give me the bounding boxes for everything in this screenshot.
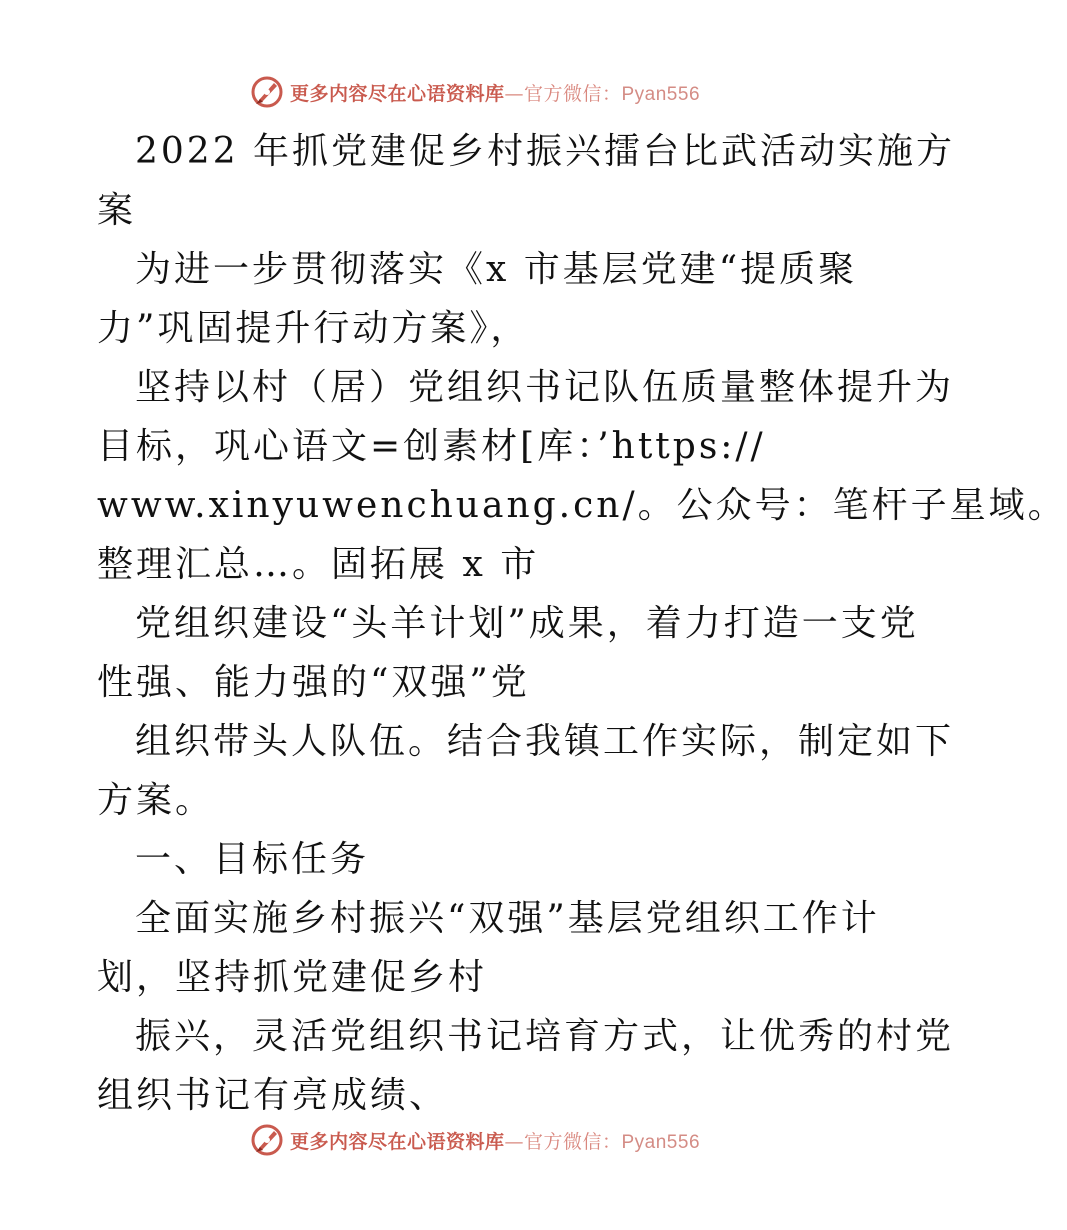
quill-pen-logo-icon [250, 75, 284, 109]
quill-pen-logo-icon [250, 1123, 284, 1157]
text-line: 为进一步贯彻落实《x 市基层党建“提质聚 [135, 249, 858, 290]
text-line: 坚持以村（居）党组织书记队伍质量整体提升为 [135, 367, 955, 408]
text-line: 组织带头人队伍。结合我镇工作实际，制定如下 [135, 721, 955, 762]
text-line: 组织书记有亮成绩、 [97, 1075, 449, 1116]
text-line: 党组织建设“头羊计划”成果，着力打造一支党 [135, 603, 919, 644]
text-line: 整理汇总…。固拓展 x 市 [97, 544, 540, 585]
text-line: 方案。 [97, 780, 215, 821]
text-line: 力”巩固提升行动方案》， [97, 308, 530, 349]
text-line: 全面实施乡村振兴“双强”基层党组织工作计 [135, 898, 880, 939]
header-watermark [0, 70, 950, 114]
watermark-text: 更多内容尽在心语资料库—官方微信：Pyan556 [289, 82, 701, 105]
text-line: 一、目标任务 [135, 839, 370, 880]
text-line: 性强、能力强的“双强”党 [97, 662, 530, 703]
text-line: 振兴，灵活党组织书记培育方式，让优秀的村党 [135, 1016, 955, 1057]
text-line: 案 [97, 190, 137, 231]
text-line: 2022 年抓党建促乡村振兴擂台比武活动实施方 [135, 131, 956, 172]
text-line: 目标，巩心语文=创素材[库：’https:// [97, 426, 766, 467]
text-line: 划，坚持抓党建促乡村 [97, 957, 488, 998]
watermark-text: 更多内容尽在心语资料库—官方微信：Pyan556 [289, 1130, 701, 1153]
document-body [97, 122, 1067, 1125]
footer-watermark [0, 1118, 950, 1162]
text-line: www.xinyuwenchuang.cn/。公众号：笔杆子星域。 [97, 485, 1067, 526]
